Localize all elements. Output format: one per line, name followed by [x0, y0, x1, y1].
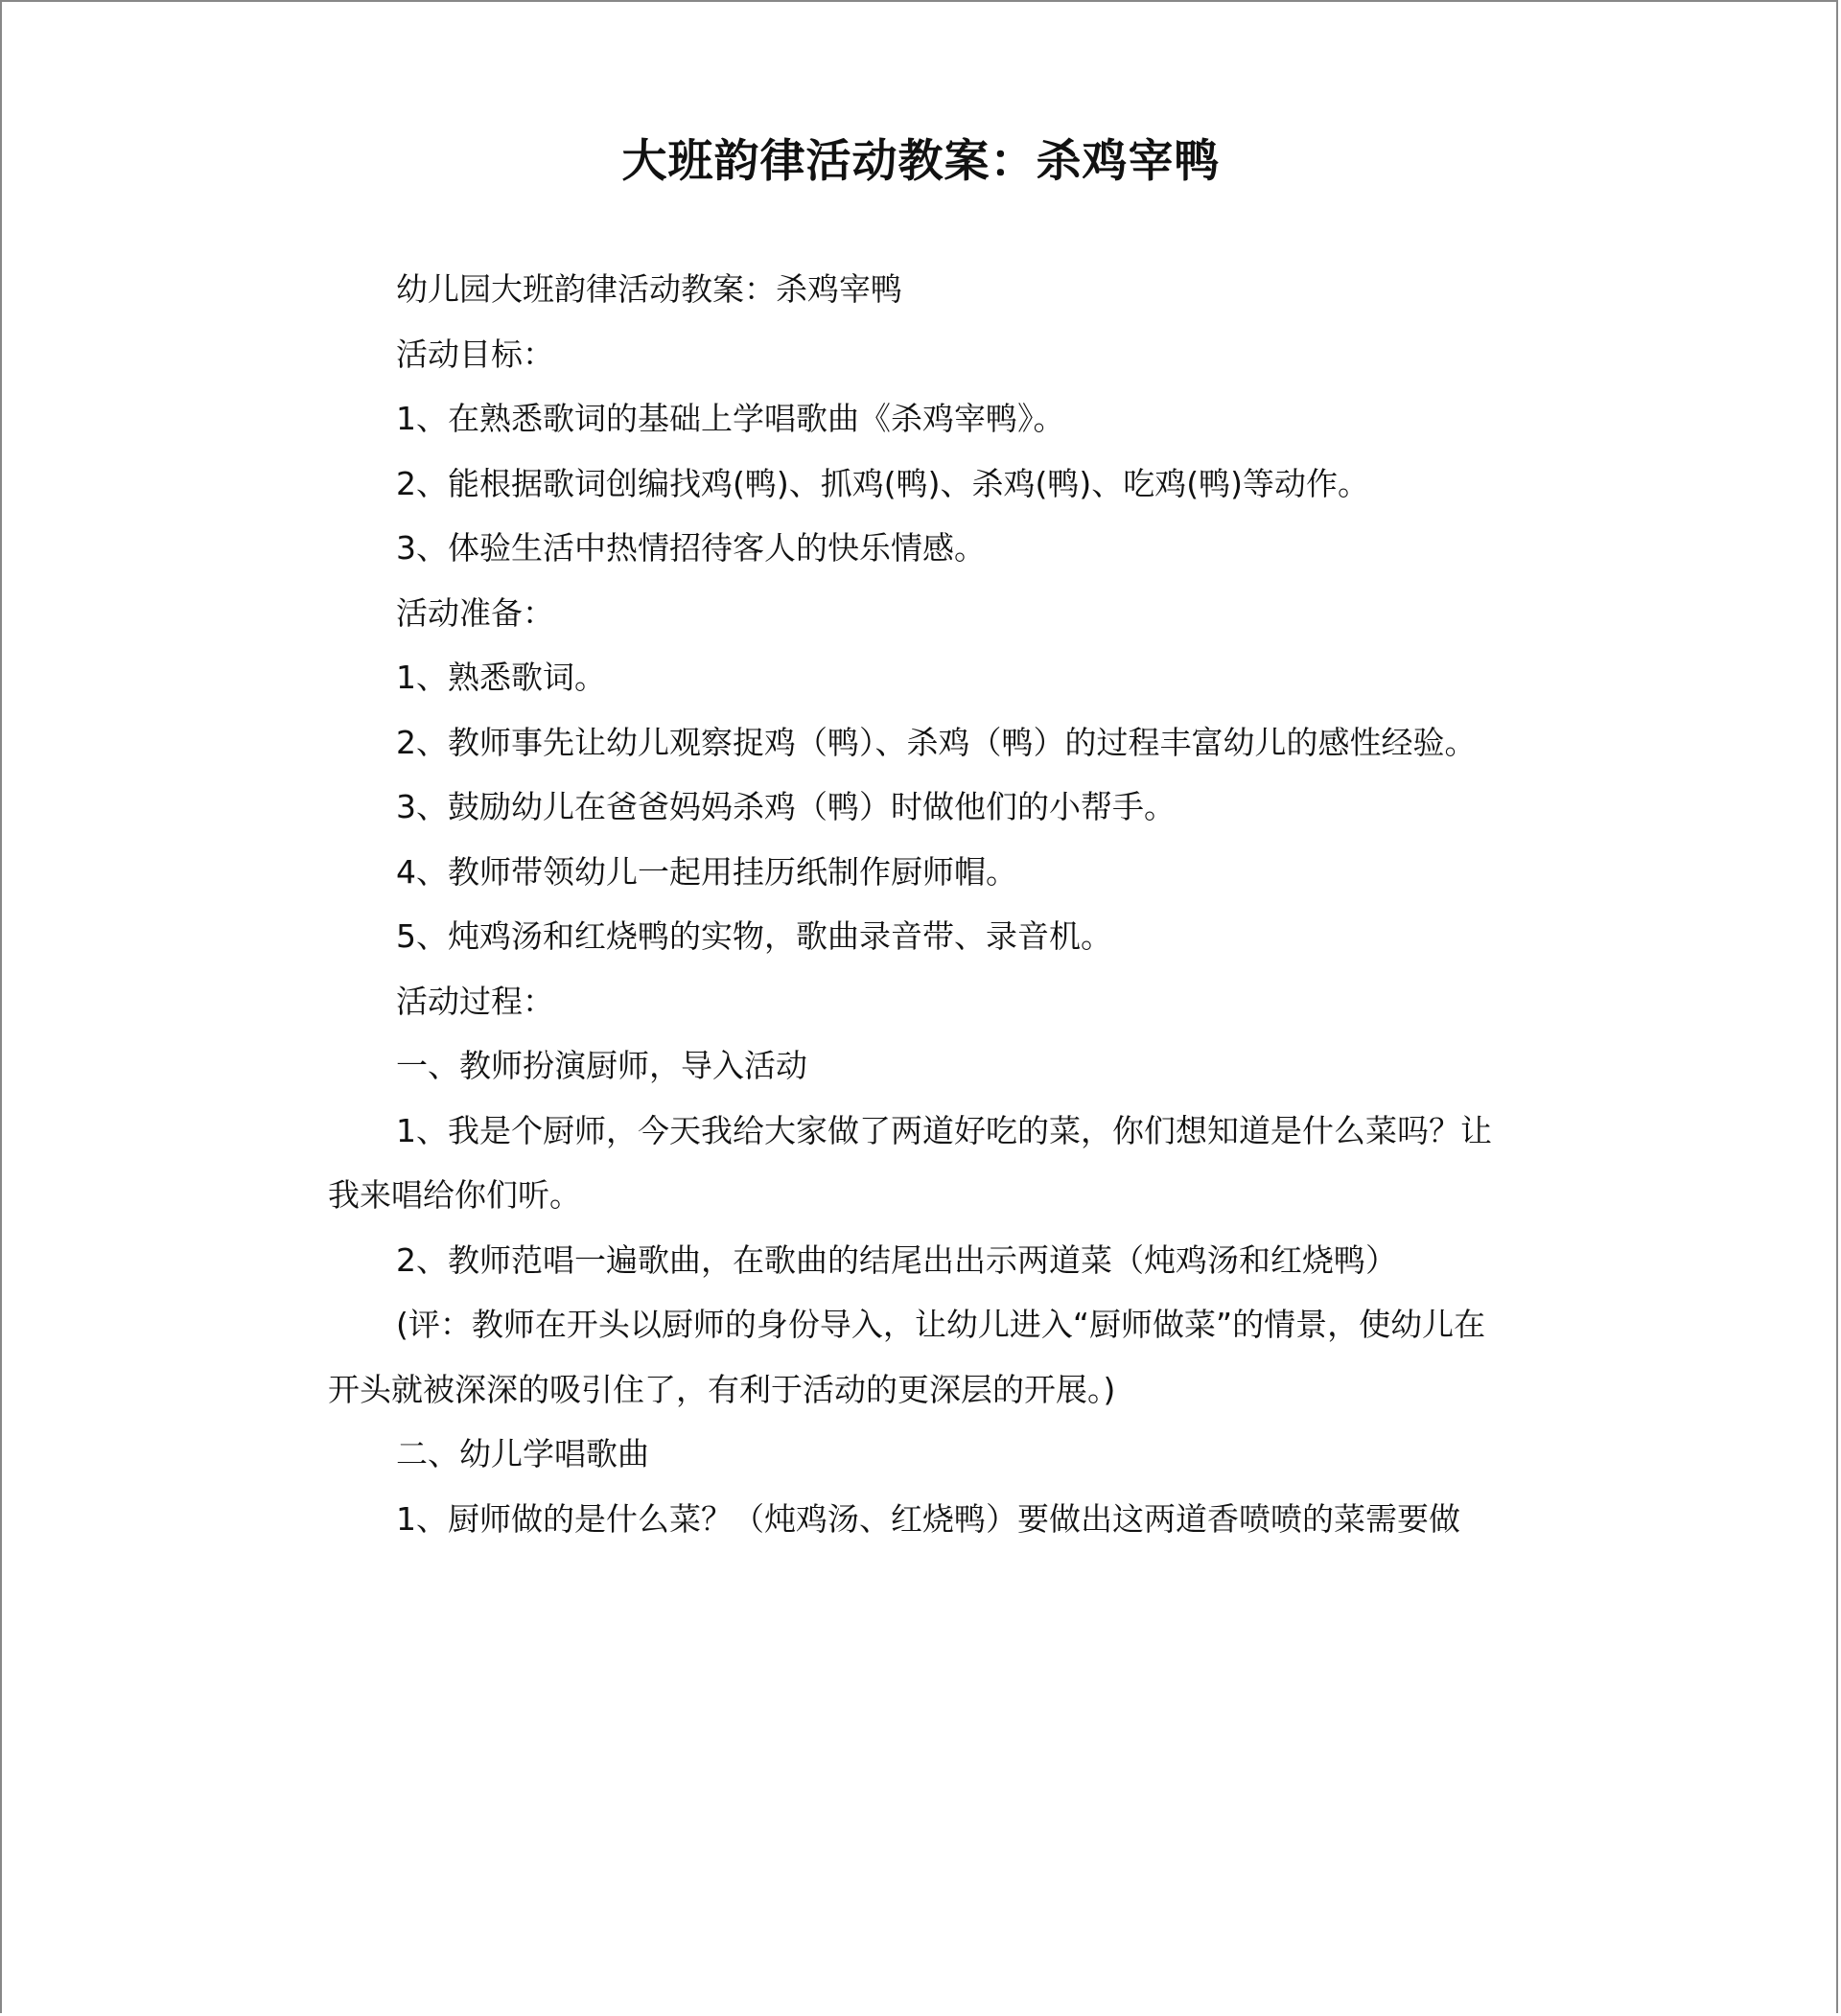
preparation-item: 2、教师事先让幼儿观察捉鸡（鸭）、杀鸡（鸭）的过程丰富幼儿的感性经验。 — [396, 723, 1477, 761]
process-item: 2、教师范唱一遍歌曲，在歌曲的结尾出出示两道菜（炖鸡汤和红烧鸭） — [396, 1240, 1397, 1279]
goal-item: 1、在熟悉歌词的基础上学唱歌曲《杀鸡宰鸭》。 — [396, 400, 1065, 437]
document-title: 大班韵律活动教案：杀鸡宰鸭 — [621, 135, 1221, 188]
document-body — [328, 257, 1517, 1551]
paragraph-subtitle: 幼儿园大班韵律活动教案：杀鸡宰鸭 — [396, 270, 902, 308]
preparation-item: 5、炖鸡汤和红烧鸭的实物，歌曲录音带、录音机。 — [396, 917, 1112, 955]
process-section-heading: 二、幼儿学唱歌曲 — [396, 1435, 649, 1472]
process-item: 1、厨师做的是什么菜？（炖鸡汤、红烧鸭）要做出这两道香喷喷的菜需要做 — [396, 1499, 1460, 1538]
preparation-item: 4、教师带领幼儿一起用挂历纸制作厨师帽。 — [396, 852, 1017, 891]
preparation-item: 1、熟悉歌词。 — [396, 659, 606, 696]
preparation-item: 3、鼓励幼儿在爸爸妈妈杀鸡（鸭）时做他们的小帮手。 — [396, 788, 1176, 825]
heading-activity-process: 活动过程： — [396, 982, 554, 1020]
commentary-paragraph: (评：教师在开头以厨师的身份导入，让幼儿进入“厨师做菜”的情景，使幼儿在开头就被深深的吸引住了，有利于活动的更深层的开展。) — [328, 1306, 1486, 1408]
process-item: 1、我是个厨师，今天我给大家做了两道好吃的菜，你们想知道是什么菜吗？让我来唱给你们听。 — [328, 1111, 1492, 1214]
heading-activity-goals: 活动目标： — [396, 335, 554, 373]
heading-activity-preparation: 活动准备： — [396, 593, 554, 632]
process-section-heading: 一、教师扮演厨师，导入活动 — [396, 1047, 807, 1084]
goal-item: 2、能根据歌词创编找鸡(鸭)、抓鸡(鸭)、杀鸡(鸭)、吃鸡(鸭)等动作。 — [396, 464, 1369, 502]
goal-item: 3、体验生活中热情招待客人的快乐情感。 — [396, 529, 986, 567]
